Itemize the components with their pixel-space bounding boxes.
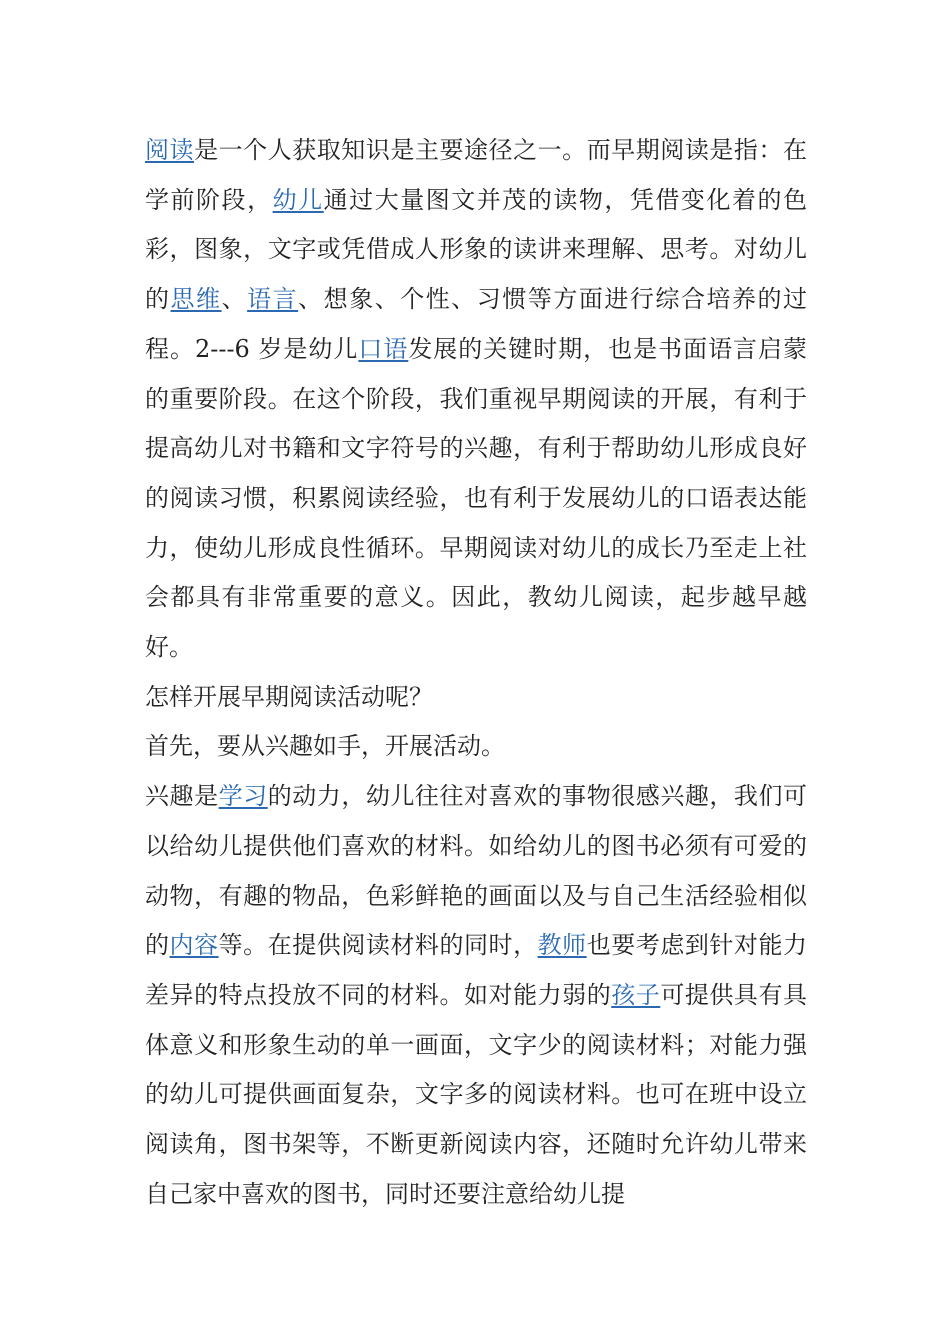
text-run: 通过大量图文并茂的读物，凭借变化着的色彩，图象，文字或凭借成人形象的读讲来理解、思考。对幼儿的: [145, 185, 808, 314]
text-run: 可提供具有具体意义和形象生动的单一画面，文字少的阅读材料；对能力强的幼儿可提供画面复杂，文字多的阅读材料。也可在班中设立阅读角，图书架等，不断更新阅读内容，还随时允许幼儿带来自己家中喜欢的图书，同时还要注意给幼儿提: [145, 980, 808, 1208]
paragraph-question: 怎样开展早期阅读活动呢？: [145, 682, 433, 711]
link-thinking[interactable]: 思维: [170, 285, 222, 314]
link-learning[interactable]: 学习: [218, 782, 268, 811]
text-run: 兴趣是: [145, 782, 219, 811]
link-kids[interactable]: 孩子: [611, 980, 661, 1009]
link-content[interactable]: 内容: [169, 931, 219, 960]
link-teacher[interactable]: 教师: [537, 931, 587, 960]
text-run: 发展的关键时期，也是书面语言启蒙的重要阶段。在这个阶段，我们重视早期阅读的开展，有利于提高幼儿对书籍和文字符号的兴趣，有利于帮助幼儿形成良好的阅读习惯，积累阅读经验，也有利于发展幼儿的口语表达能力，使幼儿形成良性循环。早期阅读对幼儿的成长乃至走上社会都具有非常重要的意义。因此，教幼儿阅读，起步越早越好。: [145, 334, 808, 662]
text-run: 是一个人获取知识是主要途径之一。而早期阅读是指：在学前阶段，: [145, 136, 807, 214]
document-body: [145, 126, 807, 1219]
paragraph-intro: [145, 126, 807, 673]
paragraph-interest: [145, 772, 807, 1219]
link-child[interactable]: 幼儿: [272, 185, 324, 214]
text-run: 的动力，幼儿往往对喜欢的事物很感兴趣，我们可以给幼儿提供他们喜欢的材料。如给幼儿的图书必须有可爱的动物，有趣的物品，色彩鲜艳的画面以及与自己生活经验相似的: [145, 782, 808, 960]
link-reading[interactable]: 阅读: [145, 136, 195, 164]
text-run: 、想象、个性、习惯等方面进行综合培养的过程。2---6 岁是幼儿: [145, 285, 808, 363]
text-run: 、: [221, 285, 248, 314]
text-run: 等。在提供阅读材料的同时，: [218, 931, 538, 960]
text-run: 也要考虑到针对能力差异的特点投放不同的材料。如对能力弱的: [145, 931, 808, 1009]
link-oral-language[interactable]: 口语: [358, 334, 409, 363]
link-language[interactable]: 语言: [247, 285, 299, 314]
paragraph-first-point: 首先，要从兴趣如手，开展活动。: [145, 732, 505, 761]
